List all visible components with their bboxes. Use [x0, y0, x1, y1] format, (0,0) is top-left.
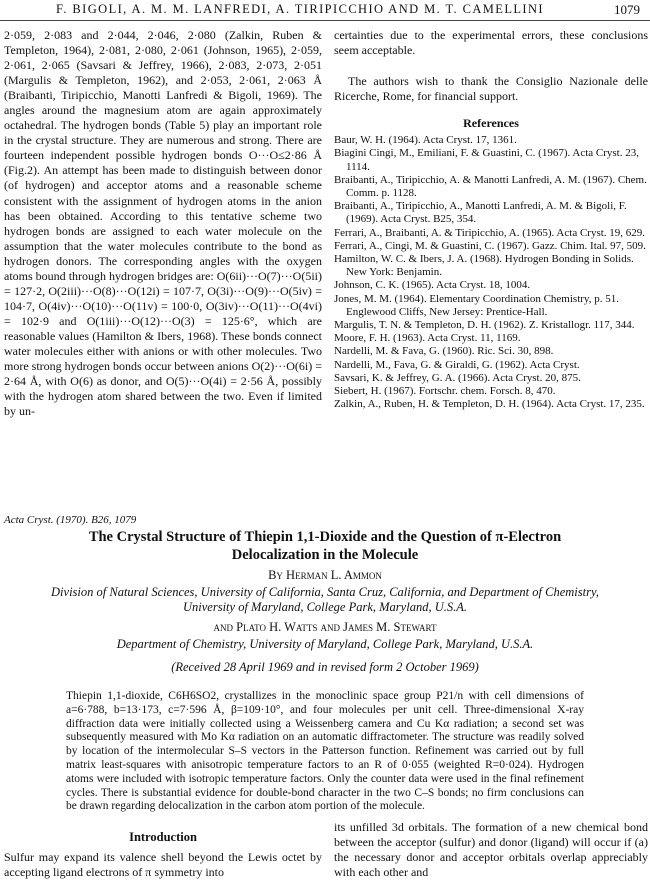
reference-item: Ferrari, A., Cingi, M. & Guastini, C. (1967). Gazz. Chim. Ital. 97, 509. [334, 239, 646, 252]
reference-item: Braibanti, A., Tiripicchio, A., Manotti Lanfredi, A. M. & Bigoli, F. (1969). Acta Cryst. B25, 354. [334, 200, 627, 226]
affiliation-2: Department of Chemistry, University of Maryland, College Park, Maryland, U.S.A. [116, 637, 534, 651]
page-number: 1079 [614, 2, 640, 17]
introduction-text-right: its unfilled 3d orbitals. The formation of a new chemical bond between the acceptor (sulfur) and donor (ligand) will occur if (a) the necessary donor and acceptor orbitals overlap appreciably with each other and [334, 820, 648, 879]
reference-item: Moore, F. H. (1963). Acta Cryst. 11, 1169. [334, 332, 521, 345]
references-heading: References [463, 116, 519, 131]
acknowledgement: The authors wish to thank the Consiglio Nazionale delle Ricerche, Rome, for financial support. [334, 74, 648, 104]
title-line-1: The Crystal Structure of Thiepin 1,1-Dioxide and the Question of π-Electron [88, 529, 562, 545]
introduction-heading: Introduction [129, 830, 197, 844]
byline-primary: By Herman L. Ammon [268, 568, 382, 582]
reference-item: Hamilton, W. C. & Ibers, J. A. (1968). Hydrogen Bonding in Solids. New York: Benjamin. [334, 253, 634, 279]
left-column [4, 28, 322, 419]
header-authors: F. BIGOLI, A. M. M. LANFREDI, A. TIRIPICCHIO AND M. T. CAMELLINI [56, 2, 544, 16]
reference-item: Braibanti, A., Tiripicchio, A. & Manotti Lanfredi, A. M. (1967). Chem. Comm. p. 1128. [334, 173, 647, 200]
article-title [0, 528, 650, 564]
received-date: (Received 28 April 1969 and in revised form 2 October 1969) [171, 660, 479, 674]
title-line-2: Delocalization in the Molecule [231, 547, 419, 563]
reference-item: Nardelli, M. & Fava, G. (1960). Ric. Sci. 30, 898. [334, 345, 554, 358]
journal-citation: Acta Cryst. (1970). B26, 1079 [4, 514, 137, 526]
reference-item: Savsari, K. & Jeffrey, G. A. (1966). Acta Cryst. 20, 875. [334, 371, 581, 384]
running-header [0, 2, 650, 20]
reference-item: Siebert, H. (1967). Fortschr. chem. Forsch. 8, 470. [334, 385, 556, 398]
header-rule [0, 20, 650, 21]
reference-item: Margulis, T. N. & Templeton, D. H. (1962). Z. Kristallogr. 117, 344. [334, 319, 635, 332]
reference-item: Nardelli, M., Fava, G. & Giraldi, G. (1962). Acta Cryst. [334, 358, 580, 371]
reference-item: Ferrari, A., Braibanti, A. & Tiripicchio, A. (1965). Acta Cryst. 19, 629. [334, 226, 646, 239]
reference-item: Johnson, C. K. (1965). Acta Cryst. 18, 1004. [334, 279, 531, 292]
continuation-text: certainties due to the experimental errors, these conclusions seem acceptable. [334, 28, 648, 58]
reference-item: Zalkin, A., Ruben, H. & Templeton, D. H. (1964). Acta Cryst. 17, 235. [334, 398, 645, 411]
byline-secondary: and Plato H. Watts and James M. Stewart [213, 620, 437, 634]
affiliation-1-line-1: Division of Natural Sciences, University of California, Santa Cruz, California, and Department of Chemistry, [51, 585, 599, 599]
introduction-text-left: Sulfur may expand its valence shell beyond the Lewis octet by accepting ligand electrons of π symmetry into [4, 850, 322, 879]
left-column-text: 2·059, 2·083 and 2·044, 2·046, 2·080 (Zalkin, Ruben & Templeton, 1964), 2·081, 2·080, 2·061 (Johnson, 1965), 2·059, 2·061, 2·065 (Savsari & Jeffrey, 1966), 2·083, 2·073, 2·051 (Margulis & Templeton, 1962), and 2·053, 2·061, 2·063 Å (Braibanti, Tiripicchio, Manotti Lanfredi & Bigoli, 1969). The angles around the magnesium atom are again approximately octahedral. The hydrogen bonds (Table 5) play an important role in the crystal structure. They are numerous and strong. There are fourteen independent possible hydrogen bonds O···O≤2·86 Å (Fig.2). An attempt has been made to distinguish between donor (of hydrogen) and acceptor atoms and a reasonable scheme consistent with the assignment of hydrogen atoms in the anion has been obtained. According to this tentative scheme two hydrogen bonds are assigned to each water molecule on the assumption that the water molecules contribute to the bond as hydrogen donors. The corresponding angles with the oxygen atoms bound through hydrogen bridges are: O(6ii)···O(7)···O(5ii) = 127·2, O(2iii)···O(8)···O(12i) = 107·7, O(3i)···O(9)···O(5iv) = 104·7, O(4iv)···O(10)···O(11v) = 100·0, O(3iv)···O(11)···O(4vi) = 102·9 and O(1iii)···O(12)···O(3) = 125·6°, which are reasonable values (Hamilton & Ibers, 1968). These bonds connect water molecules either with anions or with other molecules. Two more strong hydrogen bonds occur between anions O(2)···O(6i) = 2·64 Å, with O(6) as donor, and O(5)···O(4i) = 2·56 Å, possibly with the hydrogen atom shared between the two. Even if limited by un- [4, 28, 323, 419]
reference-item: Biagini Cingi, M., Emiliani, F. & Guastini, C. (1967). Acta Cryst. 23, 1114. [334, 147, 639, 173]
reference-item: Baur, W. H. (1964). Acta Cryst. 17, 1361. [334, 134, 517, 147]
abstract: Thiepin 1,1-dioxide, C6H6SO2, crystallizes in the monoclinic space group P21/n with cell dimensions of a=6·788, b=13·173, c=7·596 Å, β=109·10°, and four molecules per unit cell. Three-dimensional X-ray diffraction data were initially collected using a Weissenberg camera and Cu Kα radiation; a second set was subsequently measured with Mo Kα radiation on an automatic diffractometer. The structure was readily solved by location of the intermolecular S–S vectors in the Patterson function. Refinement was carried out by full matrix least-squares with anisotropic temperature factors to an R of 0·055 (weighted R=0·024). Hydrogen atoms were included with isotropic temperature factors. Only the counter data were used in the final refinement cycles. There is substantial evidence for double-bond character in the two C–S bonds; no firm conclusions can be drawn regarding delocalization in the carbon atom portion of the molecule. [66, 690, 584, 813]
reference-list [334, 134, 648, 411]
reference-item: Jones, M. M. (1964). Elementary Coordination Chemistry, p. 51. Englewood Cliffs, New Jersey: Prentice-Hall. [334, 292, 619, 318]
right-column [334, 28, 648, 412]
affiliation-1-line-2: University of Maryland, College Park, Maryland, U.S.A. [183, 600, 467, 614]
